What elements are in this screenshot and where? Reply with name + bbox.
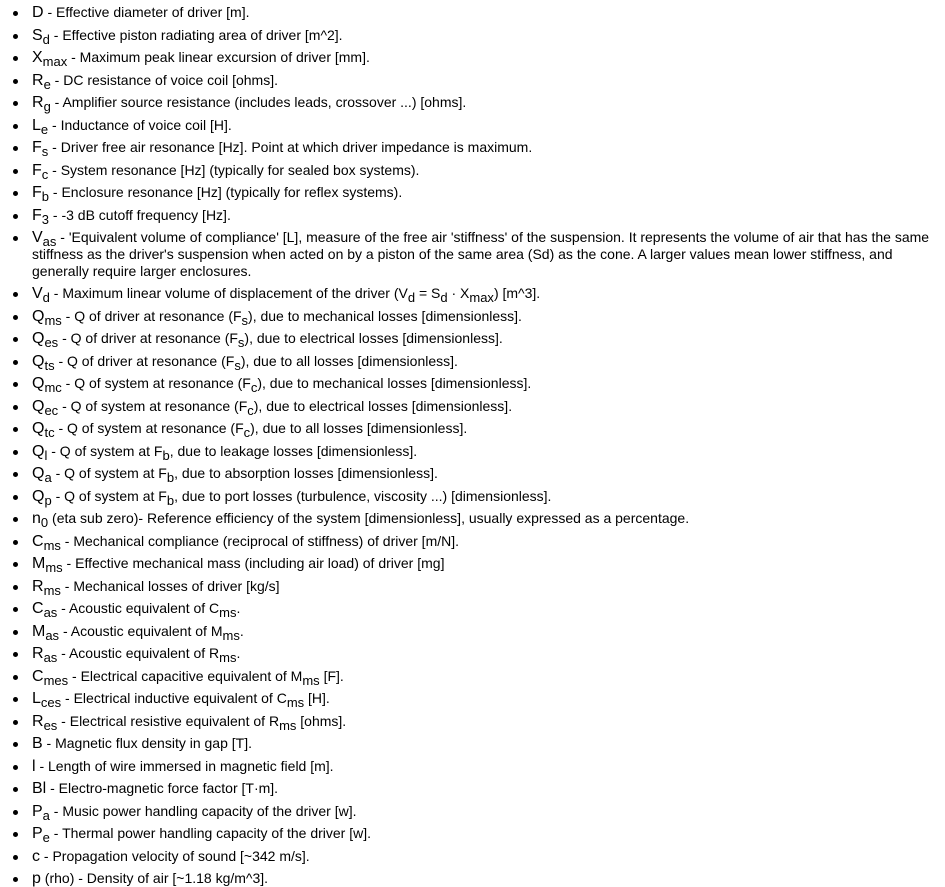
param-item [0, 184, 945, 204]
param-symbol: F [32, 161, 42, 179]
param-description: - Q of driver at resonance (F [54, 352, 235, 369]
param-item [0, 161, 945, 182]
bullet-icon [13, 124, 18, 129]
param-item [0, 206, 945, 227]
inline-subscript: c [247, 402, 254, 418]
inline-subscript: ms [222, 627, 240, 643]
param-description: ), due to electrical losses [dimensionless]. [253, 397, 513, 414]
inline-subscript: c [243, 425, 251, 440]
param-subscript: p [44, 492, 52, 508]
bullet-icon [13, 742, 18, 747]
inline-subscript: max [469, 290, 494, 305]
param-subscript: ms [45, 560, 63, 575]
param-description: = S [415, 285, 441, 301]
param-subscript: as [43, 605, 58, 620]
param-symbol: Q [32, 352, 45, 370]
param-item [0, 116, 945, 137]
bullet-icon [13, 855, 18, 860]
inline-subscript: d [440, 290, 448, 305]
bullet-icon [13, 607, 18, 612]
param-subscript: ces [40, 695, 62, 710]
param-item [0, 487, 945, 508]
param-item [0, 330, 945, 350]
param-item [0, 735, 945, 752]
param-description: - Electrical resistive equivalent of R [57, 712, 280, 729]
param-description: - Electrical capacitive equivalent of M [68, 667, 303, 684]
inline-subscript: ms [302, 672, 320, 688]
param-description: - Effective piston radiating area of driver [m^2]. [49, 26, 343, 43]
param-item [0, 758, 945, 775]
bullet-icon [13, 169, 18, 174]
param-subscript: mes [43, 672, 69, 688]
param-description: - Maximum peak linear excursion of driver [mm]. [67, 49, 370, 65]
param-item [0, 229, 945, 280]
param-symbol: F [32, 184, 42, 201]
param-item [0, 285, 945, 305]
bullet-icon [13, 337, 18, 342]
bullet-icon [13, 630, 18, 635]
bullet-icon [13, 191, 18, 196]
bullet-icon [13, 720, 18, 725]
param-description: ), due to all losses [dimensionless]. [250, 420, 468, 436]
bullet-icon [13, 517, 18, 522]
param-description: - 'Equivalent volume of compliance' [L], measure of the free air 'stiffness' of the suspension. It represents the volume of air that has the same stiffness as the driver's suspension when acted on by a piston of the same area (Sd) as the cone. A larger values mean lower stiffness, and generally require larger enclosures. [32, 229, 930, 279]
bullet-icon [13, 675, 18, 680]
param-description: - System resonance [Hz] (typically for sealed box systems). [48, 161, 420, 178]
param-item [0, 667, 945, 688]
param-subscript: es [43, 717, 58, 733]
bullet-icon [13, 810, 18, 815]
param-item [0, 397, 945, 418]
param-description: - Thermal power handling capacity of the driver [w]. [49, 825, 372, 841]
param-item [0, 690, 945, 710]
param-item [0, 420, 945, 440]
param-description: , due to port losses (turbulence, viscosity ...) [dimensionless]. [174, 487, 552, 504]
param-item [0, 71, 945, 92]
param-description: - Acoustic equivalent of R [57, 645, 220, 661]
param-symbol: C [32, 667, 44, 685]
param-subscript: s [41, 144, 49, 159]
param-symbol: X [32, 49, 43, 66]
param-subscript: a [44, 470, 52, 485]
inline-subscript: ms [219, 650, 237, 665]
bullet-icon [13, 450, 18, 455]
bullet-icon [13, 315, 18, 320]
param-description: - Acoustic equivalent of M [59, 622, 223, 639]
param-item [0, 848, 945, 865]
param-subscript: ec [44, 402, 59, 418]
bullet-icon [13, 495, 18, 500]
bullet-icon [13, 697, 18, 702]
param-item [0, 465, 945, 485]
param-item [0, 510, 945, 530]
bullet-icon [13, 382, 18, 387]
param-subscript: ms [44, 312, 62, 328]
param-description: . [236, 600, 241, 616]
param-description: (rho) - Density of air [~1.18 kg/m^3]. [40, 870, 269, 886]
param-symbol: Q [32, 465, 45, 482]
param-symbol: c [32, 847, 40, 865]
param-description: ), due to electrical losses [dimensionless]. [244, 330, 503, 346]
param-symbol: C [32, 600, 44, 617]
param-subscript: tc [44, 425, 55, 440]
param-description: - Q of system at resonance (F [61, 375, 251, 391]
param-subscript: l [44, 447, 48, 463]
param-item [0, 577, 945, 598]
inline-subscript: d [407, 290, 416, 305]
param-symbol: l [32, 757, 36, 775]
param-symbol: R [32, 94, 44, 111]
param-subscript: g [43, 99, 51, 114]
param-item [0, 622, 945, 643]
param-symbol: B [32, 735, 43, 752]
param-subscript: ms [43, 537, 61, 553]
param-subscript: e [40, 121, 49, 137]
param-symbol: n [32, 510, 41, 527]
param-description: - Q of system at resonance (F [54, 420, 244, 436]
param-description: - Inductance of voice coil [H]. [48, 116, 232, 133]
inline-subscript: s [241, 312, 249, 328]
param-description: - Maximum linear volume of displacement of the driver (V [49, 285, 408, 301]
param-description: - Q of system at resonance (F [58, 397, 248, 414]
param-item [0, 712, 945, 733]
inline-subscript: ms [219, 605, 237, 620]
inline-subscript: b [166, 492, 175, 508]
param-description: - Effective diameter of driver [m]. [43, 4, 250, 20]
param-item [0, 4, 945, 21]
param-description: - Q of driver at resonance (F [61, 307, 242, 324]
param-subscript: a [42, 807, 50, 823]
param-symbol: F [32, 139, 42, 156]
param-description: - Enclosure resonance [Hz] (typically for reflex systems). [49, 184, 403, 200]
param-symbol: Bl [32, 780, 47, 797]
param-subscript: d [42, 290, 50, 305]
param-symbol: Q [32, 330, 45, 347]
param-symbol: C [32, 532, 44, 550]
param-subscript: b [41, 189, 50, 204]
param-subscript: ts [44, 357, 55, 373]
param-symbol: Q [32, 442, 45, 460]
bullet-icon [13, 101, 18, 106]
param-item [0, 442, 945, 463]
param-item [0, 825, 945, 845]
bullet-icon [13, 832, 18, 837]
param-description: - Acoustic equivalent of C [57, 600, 220, 616]
param-item [0, 94, 945, 114]
param-description: ) [m^3]. [493, 285, 541, 301]
param-symbol: R [32, 71, 44, 89]
param-item [0, 555, 945, 575]
param-symbol: Q [32, 397, 45, 415]
param-symbol: P [32, 802, 43, 820]
inline-subscript: c [250, 380, 258, 395]
bullet-icon [13, 292, 18, 297]
param-description: - Effective mechanical mass (including air load) of driver [mg] [62, 555, 445, 571]
param-description: - Q of driver at resonance (F [58, 330, 238, 346]
param-description: [ohms]. [296, 712, 347, 729]
param-item [0, 532, 945, 553]
bullet-icon [13, 472, 18, 477]
inline-subscript: b [166, 470, 175, 485]
param-symbol: V [32, 285, 43, 302]
param-subscript: as [45, 627, 60, 643]
param-symbol: L [32, 116, 41, 134]
inline-subscript: s [234, 357, 241, 373]
param-item [0, 139, 945, 159]
param-description: , due to leakage losses [dimensionless]. [169, 442, 418, 459]
bullet-icon [13, 562, 18, 567]
bullet-icon [13, 652, 18, 657]
param-description: , due to absorption losses [dimensionless]. [174, 465, 438, 481]
param-description: - Mechanical compliance (reciprocal of stiffness) of driver [m/N]. [60, 532, 460, 549]
param-description: - Music power handling capacity of the driver [w]. [49, 802, 357, 819]
bullet-icon [13, 405, 18, 410]
param-description: [F]. [319, 667, 344, 684]
bullet-icon [13, 877, 18, 882]
param-description: - Length of wire immersed in magnetic field [m]. [35, 757, 334, 774]
param-symbol: M [32, 622, 46, 640]
param-description: - DC resistance of voice coil [ohms]. [50, 71, 278, 88]
param-subscript: ms [43, 582, 61, 598]
param-symbol: M [32, 555, 46, 572]
bullet-icon [13, 787, 18, 792]
bullet-icon [13, 146, 18, 151]
param-description: · X [447, 285, 470, 301]
param-subscript: 3 [41, 211, 50, 227]
param-description: - Electrical inductive equivalent of C [61, 690, 287, 706]
param-symbol: Q [32, 420, 45, 437]
param-description: - Magnetic flux density in gap [T]. [42, 735, 252, 751]
param-symbol: R [32, 577, 44, 595]
param-symbol: R [32, 712, 44, 730]
param-symbol: D [32, 4, 44, 21]
param-description: - Q of system at F [51, 487, 167, 504]
bullet-icon [13, 585, 18, 590]
param-item [0, 780, 945, 797]
param-subscript: as [42, 234, 57, 249]
inline-subscript: ms [286, 695, 305, 710]
param-description: - -3 dB cutoff frequency [Hz]. [49, 206, 231, 223]
param-subscript: as [43, 650, 58, 665]
inline-subscript: s [237, 335, 245, 350]
param-item [0, 26, 945, 47]
param-description: - Mechanical losses of driver [kg/s] [60, 577, 280, 594]
param-subscript: 0 [40, 515, 49, 530]
bullet-icon [13, 11, 18, 16]
param-description: [H]. [304, 690, 330, 706]
param-item [0, 375, 945, 395]
param-description: (eta sub zero)- Reference efficiency of the system [dimensionless], usually expressed as a percentage. [48, 510, 690, 526]
bullet-icon [13, 56, 18, 61]
param-description: - Q of system at F [47, 442, 163, 459]
param-symbol: L [32, 690, 41, 707]
param-subscript: es [44, 335, 59, 350]
param-symbol: R [32, 645, 44, 662]
param-description: - Amplifier source resistance (includes leads, crossover ...) [ohms]. [50, 94, 467, 110]
param-item [0, 645, 945, 665]
bullet-icon [13, 765, 18, 770]
param-symbol: Q [32, 487, 45, 505]
param-description: - Q of system at F [51, 465, 167, 481]
param-item [0, 49, 945, 69]
bullet-icon [13, 540, 18, 545]
param-description: . [236, 645, 241, 661]
param-item [0, 307, 945, 328]
param-subscript: e [42, 830, 50, 845]
inline-subscript: b [162, 447, 170, 463]
bullet-icon [13, 34, 18, 39]
bullet-icon [13, 79, 18, 84]
param-symbol: F [32, 206, 42, 224]
param-subscript: d [42, 31, 50, 47]
param-description: - Electro-magnetic force factor [T·m]. [46, 780, 279, 796]
param-symbol: Q [32, 307, 45, 325]
param-description: . [239, 622, 244, 639]
bullet-icon [13, 214, 18, 219]
parameter-list [0, 4, 945, 887]
param-subscript: e [43, 76, 51, 92]
param-symbol: V [32, 229, 43, 246]
param-description: - Propagation velocity of sound [~342 m/s]. [40, 847, 310, 864]
inline-subscript: ms [279, 717, 297, 733]
param-symbol: p [32, 870, 41, 887]
param-symbol: Q [32, 375, 45, 392]
param-item [0, 870, 945, 887]
param-item [0, 802, 945, 823]
param-description: ), due to mechanical losses [dimensionless]. [257, 375, 532, 391]
param-description: ), due to all losses [dimensionless]. [240, 352, 458, 369]
param-item [0, 352, 945, 373]
bullet-icon [13, 360, 18, 365]
param-subscript: max [42, 54, 68, 69]
param-description: ), due to mechanical losses [dimensionless]. [248, 307, 522, 324]
param-item [0, 600, 945, 620]
param-symbol: S [32, 26, 43, 44]
param-description: - Driver free air resonance [Hz]. Point at which driver impedance is maximum. [48, 139, 533, 155]
bullet-icon [13, 427, 18, 432]
param-subscript: mc [44, 380, 62, 395]
param-symbol: P [32, 825, 43, 842]
bullet-icon [13, 236, 18, 241]
param-subscript: c [41, 166, 49, 182]
